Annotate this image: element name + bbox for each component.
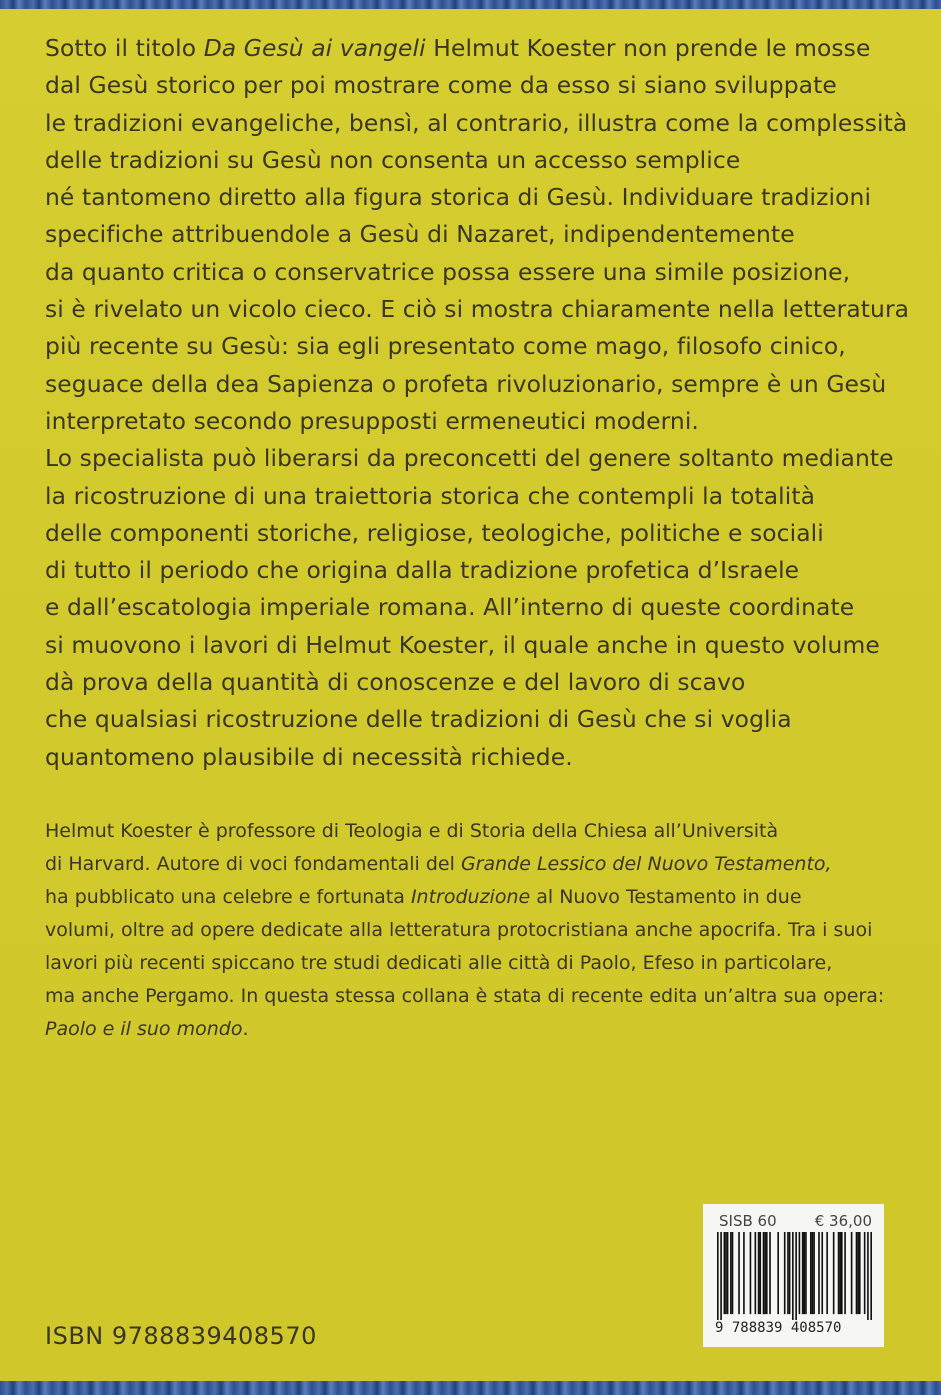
text-segment: lavori più recenti spiccano tre studi dedicati alle città di Paolo, Efeso in particolare, (45, 952, 833, 974)
barcode-digits: 9 788839 408570 (715, 1320, 842, 1336)
cover-top-edge (0, 0, 941, 9)
barcode-bar (826, 1232, 828, 1314)
text-line (45, 440, 905, 477)
italic-title: Grande Lessico del Nuovo Testamento, (460, 853, 832, 875)
text-segment: Helmut Koester è professore di Teologia e di Storia della Chiesa all’Università (45, 820, 779, 842)
barcode-bar (730, 1232, 732, 1314)
text-line (45, 142, 905, 179)
text-line (45, 478, 905, 515)
text-line (45, 664, 905, 701)
barcode-bars (717, 1232, 872, 1320)
italic-title: Paolo e il suo mondo (45, 1018, 243, 1040)
text-segment: al Nuovo Testamento in due (530, 886, 802, 908)
text-segment: si muovono i lavori di Helmut Koester, il quale anche in questo volume (45, 630, 880, 659)
barcode-bar (725, 1232, 727, 1314)
text-segment: e dall’escatologia imperiale romana. All’interno di queste coordinate (45, 593, 855, 622)
text-line (45, 701, 905, 738)
text-segment: Lo specialista può liberarsi da preconcetti del genere soltanto mediante (45, 444, 894, 473)
barcode-bar (851, 1232, 853, 1314)
text-line (45, 589, 905, 626)
barcode-bar (813, 1232, 815, 1314)
text-line (45, 291, 910, 328)
cover-bottom-edge (0, 1381, 941, 1395)
barcode-bar (870, 1232, 872, 1320)
barcode-header (719, 1212, 872, 1230)
author-bio (45, 815, 905, 1046)
barcode-bar (833, 1232, 835, 1314)
price: € 36,00 (814, 1212, 872, 1230)
barcode-bar (844, 1232, 846, 1314)
barcode-bar (755, 1232, 757, 1314)
text-segment: di tutto il periodo che origina dalla tradizione profetica d’Israele (45, 556, 800, 585)
text-line (45, 515, 905, 552)
barcode-bar (732, 1232, 734, 1314)
barcode-bar (818, 1232, 820, 1314)
barcode-bar (738, 1232, 740, 1314)
text-segment: quantomeno plausibile di necessità richiede. (45, 742, 573, 771)
barcode-bar (856, 1232, 858, 1314)
barcode-bar (769, 1232, 771, 1314)
text-line (45, 947, 905, 980)
text-line (45, 739, 905, 776)
barcode-bar (867, 1232, 869, 1320)
barcode-bar (838, 1232, 840, 1314)
text-line (45, 815, 905, 848)
text-line (45, 403, 905, 440)
barcode-bar (841, 1232, 843, 1314)
barcode-bar (839, 1232, 841, 1314)
text-segment: la ricostruzione di una traiettoria storica che contempli la totalità (45, 481, 816, 510)
text-segment: . (242, 1018, 249, 1040)
text-segment: specifiche attribuendole a Gesù di Nazaret, indipendentemente (45, 220, 795, 249)
text-segment: delle tradizioni su Gesù non consenta un accesso semplice (45, 145, 741, 174)
text-segment: più recente su Gesù: sia egli presentato come mago, filosofo cinico, (45, 332, 846, 361)
barcode-bar (789, 1232, 791, 1314)
text-segment: volumi, oltre ad opere dedicate alla letteratura protocristiana anche apocrifa. Tra i suoi (45, 919, 873, 941)
text-line (45, 881, 905, 914)
barcode-bar (727, 1232, 729, 1314)
text-segment: delle componenti storiche, religiose, teologiche, politiche e sociali (45, 518, 824, 547)
text-line (45, 366, 905, 403)
barcode-bar (758, 1232, 760, 1314)
text-segment: dà prova della quantità di conoscenze e del lavoro di scavo (45, 668, 746, 697)
text-segment: ma anche Pergamo. In questa stessa collana è stata di recente edita un’altra sua opera: (45, 985, 885, 1007)
barcode-bar (763, 1232, 765, 1314)
text-segment: da quanto critica o conservatrice possa essere una simile posizione, (45, 257, 851, 286)
text-segment: seguace della dea Sapienza o profeta rivoluzionario, sempre è un Gesù (45, 369, 887, 398)
barcode-bar (759, 1232, 761, 1314)
text-segment: si è rivelato un vicolo cieco. E ciò si mostra chiaramente nella letteratura (45, 295, 910, 324)
text-line (45, 179, 905, 216)
text-line (45, 848, 905, 881)
barcode-bar (812, 1232, 814, 1314)
text-line (45, 914, 905, 947)
text-line (45, 1013, 905, 1046)
series-code: SISB 60 (719, 1212, 777, 1230)
barcode-bar (750, 1232, 752, 1314)
text-segment: ha pubblicato una celebre e fortunata (45, 886, 411, 908)
barcode-bar (784, 1232, 786, 1314)
barcode-bar (864, 1232, 866, 1314)
text-segment: né tantomeno diretto alla figura storica di Gesù. Individuare tradizioni (45, 183, 872, 212)
barcode-bar (803, 1232, 805, 1314)
barcode-bar (857, 1232, 859, 1314)
barcode-bar (764, 1232, 766, 1314)
text-line (45, 105, 908, 142)
text-line (45, 328, 905, 365)
text-line (45, 30, 905, 67)
barcode-bar (799, 1232, 801, 1314)
barcode-bar (743, 1232, 745, 1314)
text-line (45, 67, 905, 104)
barcode-bar (717, 1232, 719, 1320)
text-segment: Sotto il titolo (45, 34, 204, 62)
italic-title: Introduzione (410, 886, 531, 908)
italic-title: Da Gesù ai vangeli (203, 34, 426, 62)
barcode-bar (777, 1232, 779, 1314)
text-line (45, 254, 905, 291)
text-segment: Helmut Koester non prende le mosse (425, 34, 871, 62)
text-segment: le tradizioni evangeliche, bensì, al contrario, illustra come la complessità (45, 108, 908, 137)
text-line (45, 216, 905, 253)
barcode-bar (802, 1232, 804, 1314)
barcode-bar (805, 1232, 807, 1314)
text-line (45, 627, 905, 664)
text-line (45, 980, 905, 1013)
barcode-bar (859, 1232, 861, 1314)
isbn-number: ISBN 9788839408570 (45, 1322, 317, 1350)
barcode-bar (766, 1232, 768, 1314)
barcode-bar (720, 1232, 722, 1320)
description-paragraph (45, 30, 910, 776)
text-line (45, 552, 905, 589)
barcode-bar (821, 1232, 823, 1314)
text-segment: dal Gesù storico per poi mostrare come da esso si siano sviluppate (45, 71, 837, 100)
barcode-bar (810, 1232, 812, 1314)
barcode-label (703, 1204, 884, 1347)
text-segment: interpretato secondo presupposti ermeneutici moderni. (45, 406, 699, 435)
text-segment: di Harvard. Autore di voci fondamentali del (45, 853, 461, 875)
text-segment: che qualsiasi ricostruzione delle tradizioni di Gesù che si voglia (45, 705, 792, 734)
barcode-bar (795, 1232, 797, 1320)
barcode-bar (787, 1232, 789, 1314)
barcode-bar (792, 1232, 794, 1320)
barcode-bar (724, 1232, 726, 1314)
